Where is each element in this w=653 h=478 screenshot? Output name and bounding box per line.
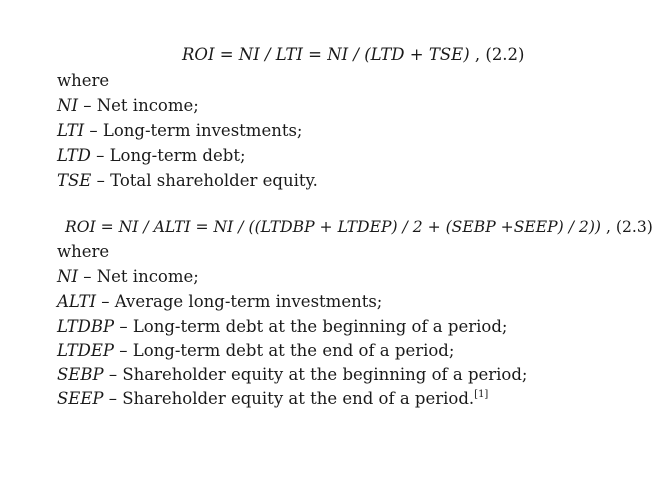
definition-desc: – Long-term investments; (84, 121, 303, 140)
definition-ni (57, 95, 199, 117)
definition-sebp (57, 364, 528, 386)
definition-desc: – Average long-term investments; (96, 292, 383, 311)
definition-lti (57, 120, 303, 142)
definition-term: SEEP (57, 389, 104, 408)
definition-seep (57, 388, 488, 413)
where-label: where (57, 71, 110, 90)
footnote-reference[interactable]: [1] (474, 389, 489, 400)
definition-desc: – Shareholder equity at the end of a period. (103, 389, 475, 408)
formula-expression: ROI = NI / LTI = NI / (LTD + TSE) (182, 45, 470, 64)
definition-desc: – Net income; (77, 96, 199, 115)
definition-term: ALTI (57, 292, 97, 311)
definition-term: LTI (57, 121, 85, 140)
where-label: where (57, 242, 110, 261)
formula-2-2 (182, 44, 525, 66)
definition-term: NI (57, 96, 78, 115)
definition-term: LTD (57, 146, 91, 165)
definition-desc: – Shareholder equity at the beginning of a period; (103, 365, 528, 384)
equation-number: , (2.3) (601, 218, 653, 236)
definition-desc: – Long-term debt at the end of a period; (114, 341, 455, 360)
definition-ltd (57, 145, 246, 167)
definition-ltdbp (57, 316, 507, 338)
definition-ni (57, 266, 199, 288)
definition-term: TSE (57, 171, 92, 190)
definition-ltdep (57, 340, 454, 362)
definition-term: LTDBP (57, 317, 115, 336)
definition-tse (57, 170, 318, 192)
definition-term: SEBP (57, 365, 104, 384)
definition-desc: – Total shareholder equity. (91, 171, 318, 190)
formula-expression: ROI = NI / ALTI = NI / ((LTDBP + LTDEP) / 2 + (SEBP +SEEP) / 2)) (65, 218, 601, 236)
definition-desc: – Long-term debt at the beginning of a period; (114, 317, 508, 336)
definition-term: NI (57, 267, 78, 286)
definition-alti (57, 291, 382, 313)
formula-2-3 (65, 216, 653, 238)
definition-term: LTDEP (57, 341, 114, 360)
definition-desc: – Net income; (77, 267, 199, 286)
definition-desc: – Long-term debt; (90, 146, 246, 165)
equation-number: , (2.2) (469, 45, 525, 64)
